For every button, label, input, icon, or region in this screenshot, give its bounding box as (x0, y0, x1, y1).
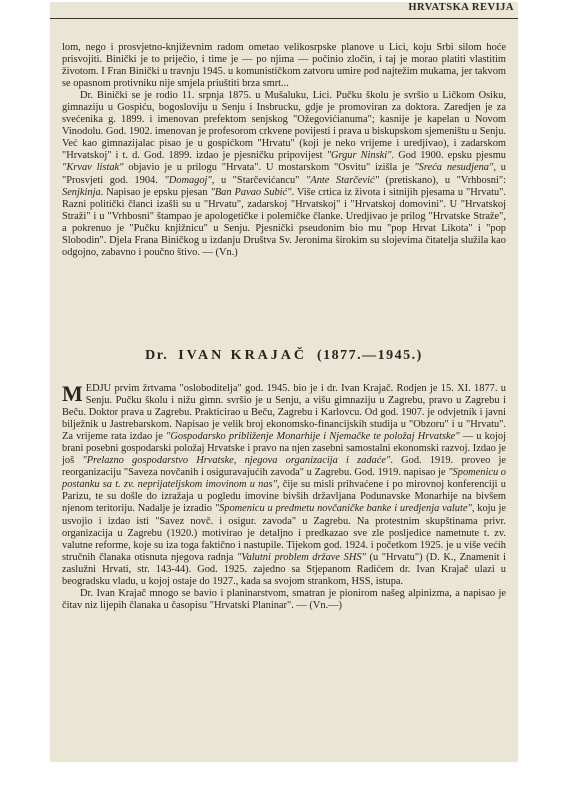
drop-cap: M (62, 381, 83, 406)
title-name: IVAN KRAJAČ (178, 348, 308, 363)
opening-paragraph: MEDJU prvim žrtvama "osloboditelja" god. 1945. bio je i dr. Ivan Krajač. Rodjen je 15. XI. 1877. u Senju. Pučku školu i nižu gimn. svršio je u Senju, a višu gimnaziju u Zagrebu, pravo u Zagrebu i Beču. Doktor prava u Zagrebu. Prakticirao u Beču, Zagrebu i Karlovcu. Od god. 1907. je odvjetnik i javni bilježnik u Jastrebarskom. Napisao je velik broj ekonomsko-financijskih studija u "Obzoru" i u "Hrvatu". Za vrijeme rata izdao je "Gospodarsko približenje Monarhije i Njemačke te položaj Hrvatske" — u kojoj brani posebni gospodarski položaj Hrvatske i pravo na njen zasebni samostalni ekonomski razvoj. Izdao je još "Prelazno gospodarstvo Hrvatske, njegova organizacija i zadaće". God. 1919. proveo je reorganizaciju "Saveza novčanih i osiguravajućih zavoda" u Zagrebu. God. 1919. napisao je "Spomenicu o postanku sa t. zv. neprijateljskom imovinom u nas", čije su misli prihvaćene i po mirovnoj konferenciji u Parizu, te su došle do izražaja u pogledu imovine bivših državljana Podunavske Monarhije na bivšem njenom teritoriju. Nadalje je izradio "Spomenicu u predmetu novčaničke banke i uredjenja valute", koju je usvojio i izdao isti "Savez novč. i osigur. zavoda" u Zagrebu. Na protestnim skupštinama privr. organizacija u Zagrebu (1920.) motivirao je detaljno i predkazao sve zle posljedice nametnute t. zv. valutne reforme, koje su iza toga faktično i nastupile. Tijekom god. 1924. i početkom 1925. je u više većih stručnih članaka otisnuta njegova radnja "Valutni problem države SHS" (u "Hrvatu") (D. K., Znamenit i zaslužni Hrvati, str. 143-44). God. 1925. zajedno sa Stjepanom Radićem dr. Ivan Krajač ulazi u beogradsku vladu, u kojoj ostaje do 1927., kada sa svojom strankom, HSS, istupa. (62, 381, 507, 587)
binicki-article-end (50, 42, 518, 259)
krajac-article (50, 383, 518, 612)
biography-paragraph: Dr. Binički se je rodio 11. srpnja 1875. u Mušaluku, Lici. Pučku školu je svršio u Ličkom Osiku, gimnaziju u Gospiću, bogosloviju u Senju i Insbrucku, gdje je promoviran za doktora. Zaredjen je za svećenika g. 1899. i imenovan prefektom senjskog "Ožegovićianuma"; kasnije je kapelan u Novom Vinodolu. God. 1902. imenovan je profesorom crkvene povijesti i prava u biskupskom sjemeništu u Senju. Već kao gimnazijalac pisao je u gospićkom "Hrvatu" (koji je neko vrijeme i uredjivao), i zadarskom "Hrvatskoj" i t. d. God. 1899. izdao je pjesničku pripovijest "Grgur Ninski". God 1900. epsku pjesmu "Krvav listak" objavio je u prilogu "Hrvata". U mostarskom "Osvitu" izišla je "Sreća nesudjena", u "Prosvjeti god. 1904. "Domagoj", u "Starčevićancu" "Ante Starčević" (pretiskano), u "Vrhbosni": Senjkinja. Napisao je epsku pjesan "Ban Pavao Subić". Više crtica iz života i sitnijih pjesama u "Hrvatu". Razni politički članci izašli su u "Hrvatu", zadarskoj "Hrvatskoj" i "Hrvatskoj domovini". U "Hrvatskoj Straži" i u "Vrhbosni" štampao je apologetičke i polemičke članke. Uredjivao je prilog "Hrvatske Straže", a pokrenuo je "Pučku knjižnicu" u Senju. Pjesnički pseudonim bio mu "pop Hrvat Likota" i "pop Slobodin". Djela Frana Biničkog u izdanju Društva Sv. Jeronima širokim su slojevima čitatelja služila kao odgojno, zabavno i poučno štivo. — (Vn.) (62, 90, 506, 258)
running-title: HRVATSKA REVIJA (408, 2, 514, 13)
title-prefix: Dr. (145, 348, 169, 363)
page-header (50, 2, 518, 19)
closing-paragraph: Dr. Ivan Krajač mnogo se bavio i planinarstvom, smatran je pionirom našeg alpinizma, a napisao je čitav niz lijepih članaka u časopisu "Hrvatski Planinar". — (Vn.—) (62, 587, 506, 611)
title-years: (1877.—1945.) (317, 348, 423, 363)
article-title (50, 348, 518, 364)
magazine-page (50, 2, 518, 762)
paragraph: lom, nego i prosvjetno-književnim radom ometao velikosrpske planove u Lici, koju Srbi silom hoće prisvojiti. Binički je to priječio, i time je — po njima — počinio zločin, i taj je morao platiti vlastitim životom. I Fran Binički u travnju 1945. u komunističkom zatvoru umire pod najtežim mukama, jer takvom se opasnom protivniku nije smjela priuštiti brza smrt... (62, 42, 506, 90)
